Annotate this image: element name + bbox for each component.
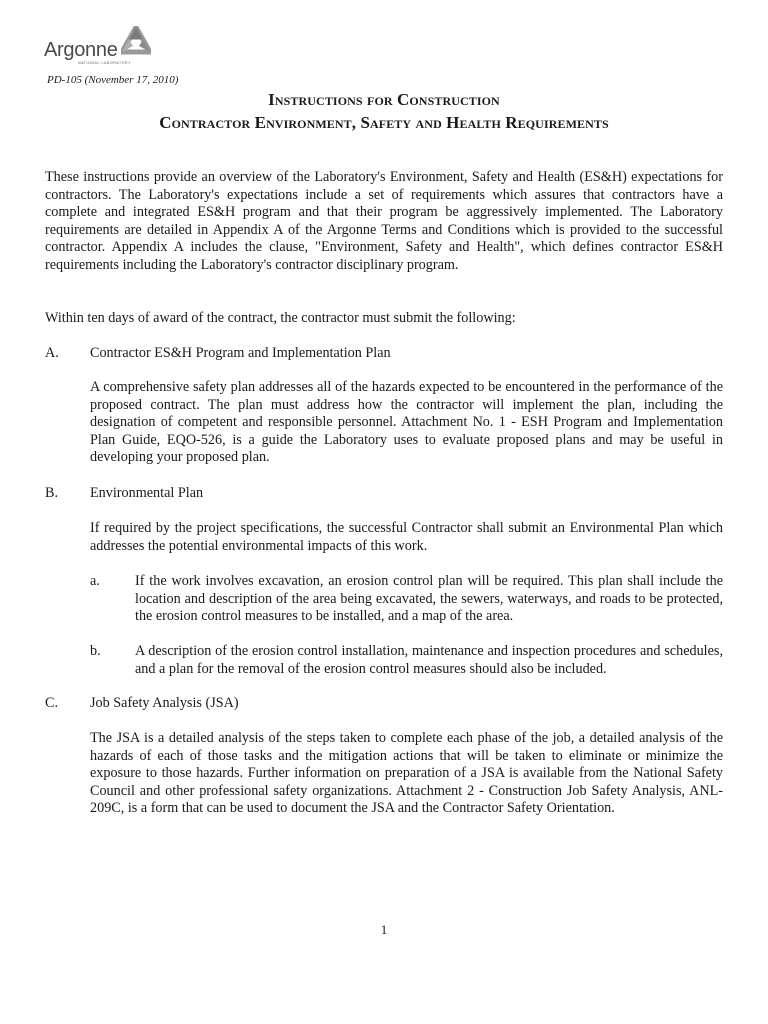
section-b-sub-a-marker: a. — [90, 573, 100, 589]
section-a-body: A comprehensive safety plan addresses all of the hazards expected to be encountered in the performance of the proposed contract. The plan must address how the contractor will implement the plan, including the designation of competent and responsible personnel. Attachment No. 1 - ESH Program and Implementation Plan Guide, EQO-526, is a guide the Laboratory uses to evaluate proposed plans and may be useful in developing your proposed plan. — [90, 379, 723, 466]
argonne-triangle-icon — [121, 26, 151, 60]
page-title-line1: Instructions for Construction — [268, 90, 500, 109]
argonne-logo — [44, 26, 154, 66]
section-c-heading: Job Safety Analysis (JSA) — [90, 695, 239, 711]
section-c-body: The JSA is a detailed analysis of the steps taken to complete each phase of the job, a detailed analysis of the hazards of each of those tasks and the mitigation actions that will be taken to eliminate or minimize the exposure to those hazards. Further information on preparation of a JSA is available from the National Safety Council and other professional safety organizations. Attachment 2 - Construction Job Safety Analysis, ANL-209C, is a form that can be used to document the JSA and the Contractor Safety Orientation. — [90, 730, 723, 817]
section-a-heading: Contractor ES&H Program and Implementation Plan — [90, 345, 391, 361]
submission-intro: Within ten days of award of the contract, the contractor must submit the following: — [45, 310, 516, 326]
section-b-sub-b-text: A description of the erosion control installation, maintenance and inspection procedures and schedules, and a plan for the removal of the erosion control measures should also be included. — [135, 643, 723, 677]
section-b-sub-b-marker: b. — [90, 643, 101, 659]
section-c-marker: C. — [45, 695, 59, 711]
logo-subtext: NATIONAL LABORATORY — [78, 61, 132, 65]
section-b-body: If required by the project specifications, the successful Contractor shall submit an Environmental Plan which addresses the potential environmental impacts of this work. — [90, 520, 723, 554]
logo-wordmark: Argonne — [44, 39, 118, 61]
section-b-sub-a-text: If the work involves excavation, an erosion control plan will be required. This plan shall include the location and description of the area being excavated, the sewers, waterways, and roads to be protected, the erosion control measures to be installed, and a map of the area. — [135, 573, 723, 625]
section-b-marker: B. — [45, 485, 59, 501]
section-b-heading: Environmental Plan — [90, 485, 204, 501]
page-title-line2: Contractor Environment, Safety and Health Requirements — [159, 113, 609, 132]
page-number: 1 — [380, 922, 388, 937]
intro-paragraph: These instructions provide an overview of the Laboratory's Environment, Safety and Health (ES&H) expectations for contractors. The Laboratory's expectations include a set of requirements which assures that contractors have a complete and integrated ES&H program and that their program be aggressively implemented. The Laboratory requirements are detailed in Appendix A of the Argonne Terms and Conditions which is provided to the successful contractor. Appendix A includes the clause, "Environment, Safety and Health", which defines contractor ES&H requirements including the Laboratory's contractor disciplinary program. — [45, 169, 723, 273]
section-a-marker: A. — [45, 345, 59, 361]
document-id: PD-105 (November 17, 2010) — [47, 74, 179, 86]
